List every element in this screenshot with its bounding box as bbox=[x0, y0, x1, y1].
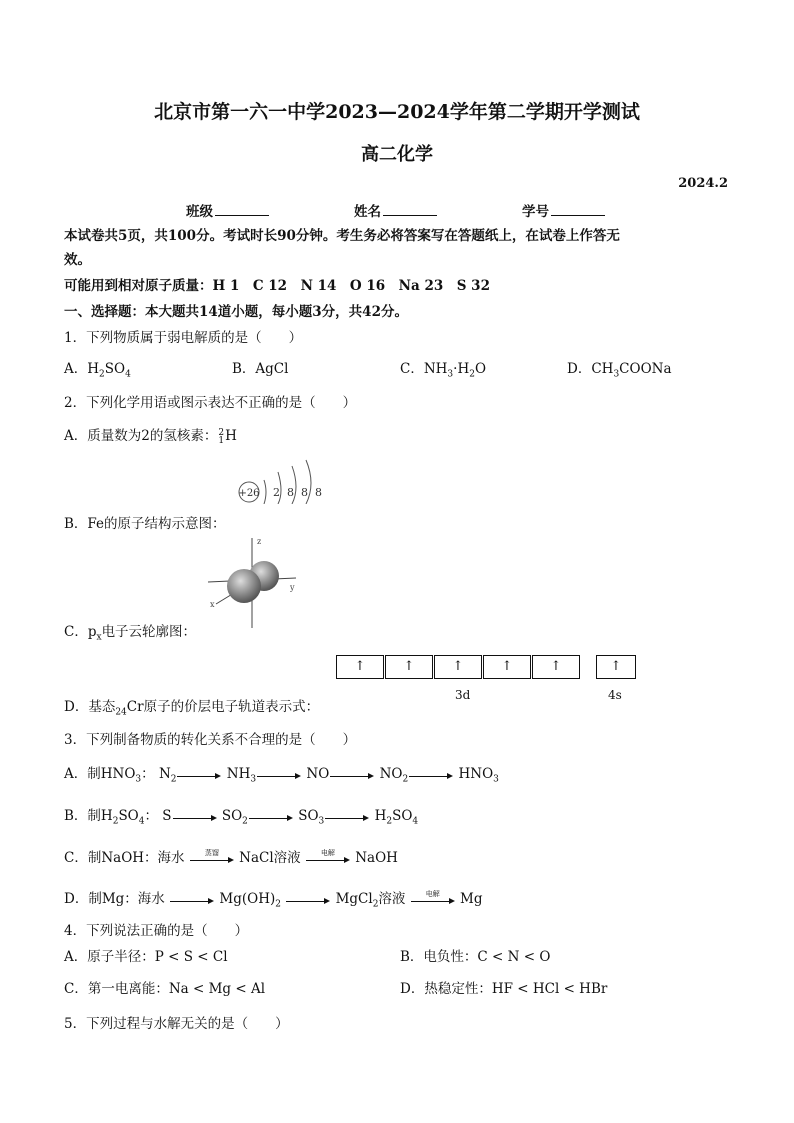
orbital-4s: ↑ bbox=[596, 655, 636, 679]
arrow bbox=[249, 812, 293, 822]
fe-nucleus-label: +26 bbox=[238, 488, 260, 499]
q3-option-b: B．制$H_2SO_4$： S $SO_2$ $SO_3$ $H_2SO_4$ bbox=[64, 808, 419, 827]
q2-stem: 2．下列化学用语或图示表达不正确的是（ ） bbox=[64, 395, 357, 411]
orbital-3d-5: ↑ bbox=[532, 655, 580, 679]
q3-option-c: C．制NaOH：海水 蒸馏 NaCl溶液 电解 NaOH bbox=[64, 848, 398, 866]
arrow bbox=[170, 895, 214, 905]
svg-text:x: x bbox=[210, 600, 215, 609]
q2-option-c: C．$p_x$电子云轮廓图： bbox=[64, 624, 197, 643]
shell-1-label: 2 bbox=[273, 486, 280, 499]
orbital-3d-2: ↑ bbox=[385, 655, 433, 679]
arrow-electrolysis: 电解 bbox=[306, 854, 350, 864]
instructions: 本试卷共5页，共100分。考试时长90分钟。考生务必将答案写在答题纸上，在试卷上作答无 bbox=[64, 228, 620, 244]
arrow-distill: 蒸馏 bbox=[190, 854, 234, 864]
arrow bbox=[325, 812, 369, 822]
svg-text:z: z bbox=[257, 537, 262, 546]
q2-option-a: A．质量数为2的氢核素：2 1H bbox=[64, 427, 237, 446]
q4-option-b: B．电负性：C < N < O bbox=[400, 949, 551, 965]
exam-subject: 高二化学 bbox=[361, 144, 433, 165]
name-field: 姓名 bbox=[354, 200, 437, 220]
shell-4-label: 8 bbox=[315, 486, 322, 499]
q1-stem: 1．下列物质属于弱电解质的是（ ） bbox=[64, 330, 303, 346]
px-orbital-diagram bbox=[204, 534, 300, 632]
q4-option-c: C．第一电离能：Na < Mg < Al bbox=[64, 981, 266, 997]
q1-option-c: C．$NH_3\cdot H_2O$ bbox=[400, 361, 487, 380]
atomic-masses: 可能用到相对原子质量：H 1 C 12 N 14 O 16 Na 23 S 32 bbox=[64, 278, 490, 294]
q2-option-d: D．基态$_{24}$Cr原子的价层电子轨道表示式： bbox=[64, 699, 320, 718]
q4-option-d: D．热稳定性：HF < HCl < HBr bbox=[400, 981, 608, 997]
arrow bbox=[177, 770, 221, 780]
class-field: 班级 bbox=[186, 200, 269, 220]
shell-2-label: 8 bbox=[287, 486, 294, 499]
q4-option-a: A．原子半径：P < S < Cl bbox=[64, 949, 228, 965]
q3-option-d: D．制Mg：海水 $Mg(OH)_2$ MgCl$_2$溶液 电解 Mg bbox=[64, 889, 483, 910]
shell-3-label: 8 bbox=[301, 486, 308, 499]
arrow bbox=[257, 770, 301, 780]
label-4s: 4s bbox=[608, 688, 622, 702]
q1-option-a: A．$H_2SO_4$ bbox=[64, 361, 131, 380]
q3-stem: 3．下列制备物质的转化关系不合理的是（ ） bbox=[64, 732, 357, 748]
svg-text:y: y bbox=[290, 583, 295, 592]
arrow bbox=[173, 812, 217, 822]
q5-stem: 5．下列过程与水解无关的是（ ） bbox=[64, 1016, 289, 1032]
q2-option-b: B．Fe的原子结构示意图： bbox=[64, 516, 226, 532]
instructions-cont: 效。 bbox=[64, 252, 91, 268]
q1-option-b: B．AgCl bbox=[232, 361, 289, 377]
fe-atomic-structure-diagram bbox=[234, 458, 324, 504]
arrow bbox=[330, 770, 374, 780]
orbital-3d-1: ↑ bbox=[336, 655, 384, 679]
q1-option-d: D．$CH_3COONa$ bbox=[567, 361, 672, 380]
q4-stem: 4．下列说法正确的是（ ） bbox=[64, 923, 249, 939]
section-heading: 一、选择题：本大题共14道小题，每小题3分，共42分。 bbox=[64, 304, 408, 320]
arrow bbox=[286, 895, 330, 905]
arrow bbox=[409, 770, 453, 780]
orbital-3d-3: ↑ bbox=[434, 655, 482, 679]
q3-option-a: A．制$HNO_3$： $N_2$ $NH_3$ NO $NO_2$ $HNO_3$ bbox=[64, 766, 499, 785]
student-id-field: 学号 bbox=[522, 200, 605, 220]
exam-title: 北京市第一六一中学2023—2024学年第二学期开学测试 bbox=[154, 101, 640, 123]
orbital-3d-4: ↑ bbox=[483, 655, 531, 679]
exam-date: 2024.2 bbox=[678, 176, 728, 191]
label-3d: 3d bbox=[455, 688, 471, 702]
arrow-electrolysis: 电解 bbox=[411, 895, 455, 905]
